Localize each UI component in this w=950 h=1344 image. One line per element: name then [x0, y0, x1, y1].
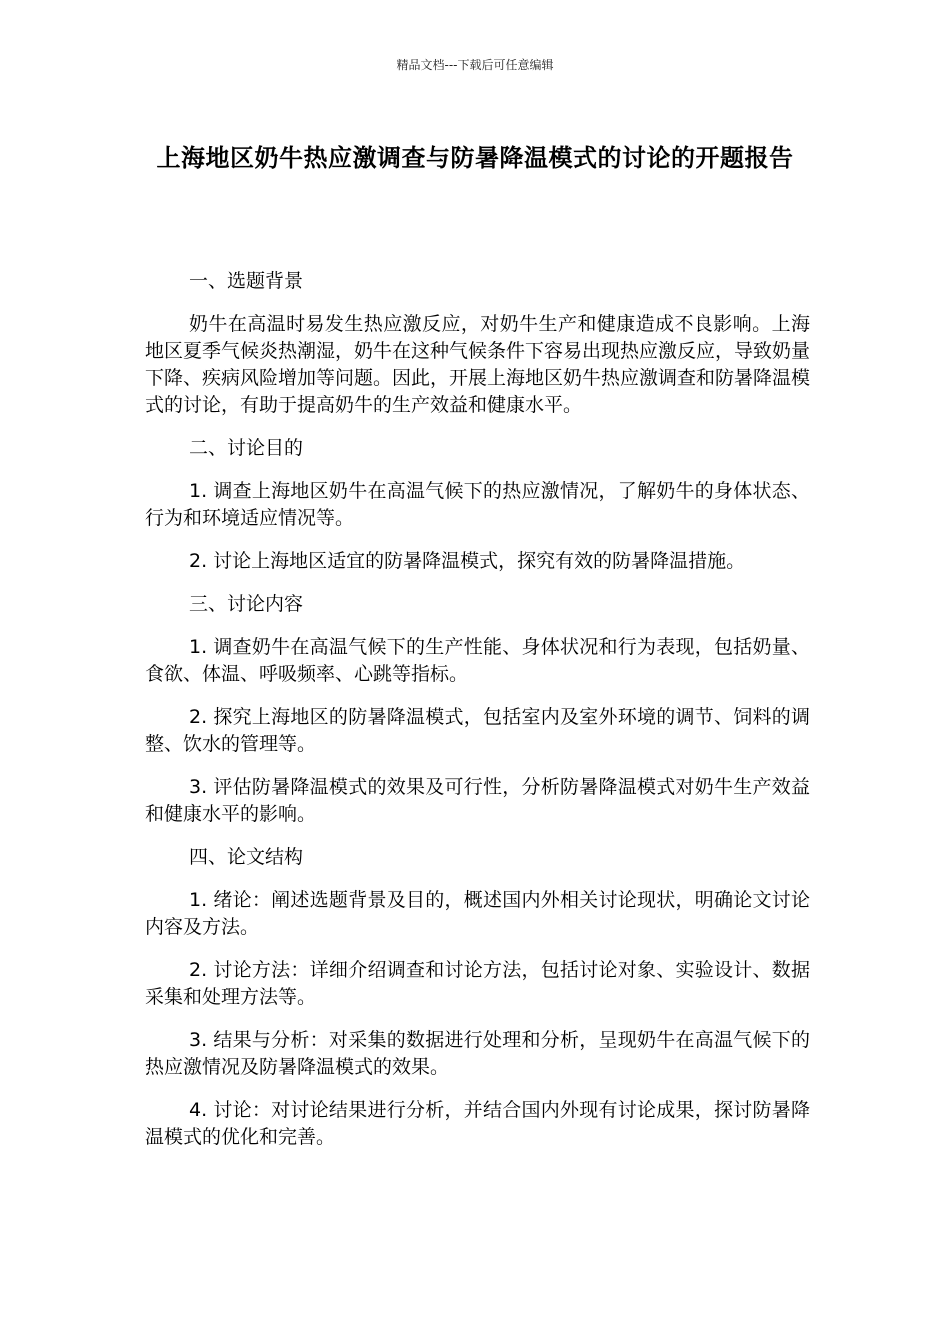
section-heading-structure: 四、论文结构	[189, 846, 304, 868]
section-heading-purpose: 二、讨论目的	[189, 437, 304, 459]
list-item: 1. 调查奶牛在高温气候下的生产性能、身体状况和行为表现，包括奶量、食欲、体温、呼吸频率、心跳等指标。	[145, 636, 810, 685]
page-title: 上海地区奶牛热应激调查与防暑降温模式的讨论的开题报告	[156, 144, 794, 172]
section-heading-content: 三、讨论内容	[189, 593, 304, 615]
list-item: 2. 探究上海地区的防暑降温模式，包括室内及室外环境的调节、饲料的调整、饮水的管理等。	[145, 706, 810, 755]
section-heading-background: 一、选题背景	[189, 270, 304, 292]
list-item: 1. 绪论：阐述选题背景及目的，概述国内外相关讨论现状，明确论文讨论内容及方法。	[145, 889, 810, 938]
list-item: 1. 调查上海地区奶牛在高温气候下的热应激情况，了解奶牛的身体状态、行为和环境适应情况等。	[145, 480, 810, 529]
list-item: 2. 讨论方法：详细介绍调查和讨论方法，包括讨论对象、实验设计、数据采集和处理方法等。	[145, 959, 810, 1008]
list-item: 2. 讨论上海地区适宜的防暑降温模式，探究有效的防暑降温措施。	[189, 550, 746, 572]
document-body	[145, 268, 810, 1167]
list-item: 3. 评估防暑降温模式的效果及可行性，分析防暑降温模式对奶牛生产效益和健康水平的影响。	[145, 776, 810, 825]
paragraph-background: 奶牛在高温时易发生热应激反应，对奶牛生产和健康造成不良影响。上海地区夏季气候炎热潮湿，奶牛在这种气候条件下容易出现热应激反应，导致奶量下降、疾病风险增加等问题。因此，开展上海地区奶牛热应激调查和防暑降温模式的讨论，有助于提高奶牛的生产效益和健康水平。	[145, 313, 811, 416]
header-note: 精品文档---下载后可任意编辑	[396, 58, 554, 72]
list-item: 3. 结果与分析：对采集的数据进行处理和分析，呈现奶牛在高温气候下的热应激情况及防暑降温模式的效果。	[145, 1029, 810, 1078]
list-item: 4. 讨论：对讨论结果进行分析，并结合国内外现有讨论成果，探讨防暑降温模式的优化和完善。	[145, 1099, 810, 1148]
